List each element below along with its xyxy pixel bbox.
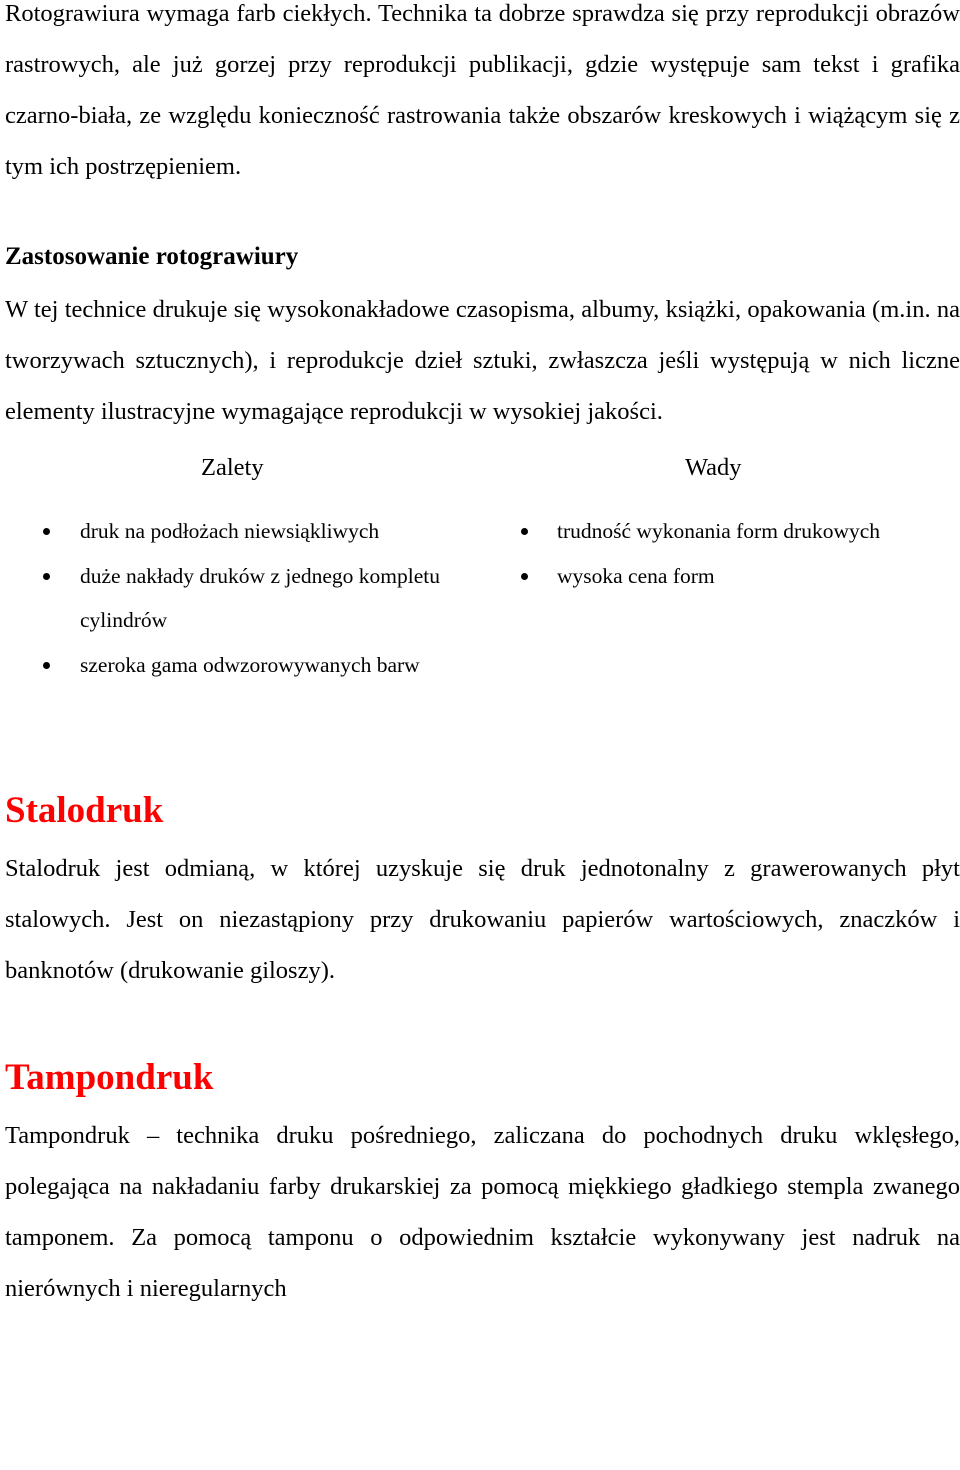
- tampondruk-paragraph: Tampondruk – technika druku pośredniego, zaliczana do pochodnych druku wklęsłego, polegająca na nakładaniu farby drukarskiej za pomocą miękkiego gładkiego stempla zwanego tamponem. Za pomocą tamponu o odpowiednim kształcie wykonywany jest nadruk na nierównych i nieregularnych: [5, 1122, 960, 1302]
- intro-paragraph: Rotograwiura wymaga farb ciekłych. Technika ta dobrze sprawdza się przy reprodukcji obrazów rastrowych, ale już gorzej przy reprodukcji publikacji, gdzie występuje sam tekst i grafika czarno-biała, ze względu konieczność rastrowania także obszarów kreskowych i wiążącym się z tym ich postrzępieniem.: [5, 0, 960, 180]
- advantages-column: [5, 437, 475, 687]
- application-paragraph: W tej technice drukuje się wysokonakładowe czasopisma, albumy, książki, opakowania (m.in. na tworzywach sztucznych), i reprodukcje dzieł sztuki, zwłaszcza jeśli występują w nich liczne elementy ilustracyjne wymagające reprodukcji w wysokiej jakości.: [5, 296, 960, 425]
- stalodruk-title: Stalodruk: [5, 790, 164, 831]
- list-item-text: trudność wykonania form drukowych: [557, 519, 881, 543]
- disadvantages-title: Wady: [685, 454, 742, 481]
- list-item-text: szeroka gama odwzorowywanych barw: [80, 652, 420, 677]
- bullet-icon: [521, 528, 528, 535]
- document-page: [5, 0, 960, 1314]
- tampondruk-title: Tampondruk: [5, 1057, 214, 1098]
- bullet-icon: [43, 573, 50, 580]
- disadvantages-column: [485, 437, 960, 598]
- stalodruk-paragraph: Stalodruk jest odmianą, w której uzyskuje się druk jednotonalny z grawerowanych płyt stalowych. Jest on niezastąpiony przy drukowaniu papierów wartościowych, znaczków i banknotów (drukowanie giloszy).: [5, 855, 960, 984]
- advantages-title: Zalety: [201, 454, 264, 481]
- list-item-text: wysoka cena form: [557, 563, 715, 588]
- application-heading: Zastosowanie rotograwiury: [5, 243, 299, 270]
- list-item-text: duże nakłady druków z jednego kompletu cylindrów: [80, 563, 441, 632]
- list-item: [5, 509, 475, 554]
- bullet-icon: [521, 573, 528, 580]
- pros-cons-section: [5, 437, 960, 749]
- disadvantages-list: [485, 509, 960, 598]
- bullet-icon: [43, 528, 50, 535]
- bullet-icon: [43, 662, 50, 669]
- advantages-list: [5, 509, 475, 687]
- list-item: [5, 554, 475, 643]
- list-item: [5, 643, 475, 688]
- list-item: [485, 509, 960, 554]
- list-item: [485, 554, 960, 599]
- list-item-text: druk na podłożach niewsiąkliwych: [80, 519, 380, 543]
